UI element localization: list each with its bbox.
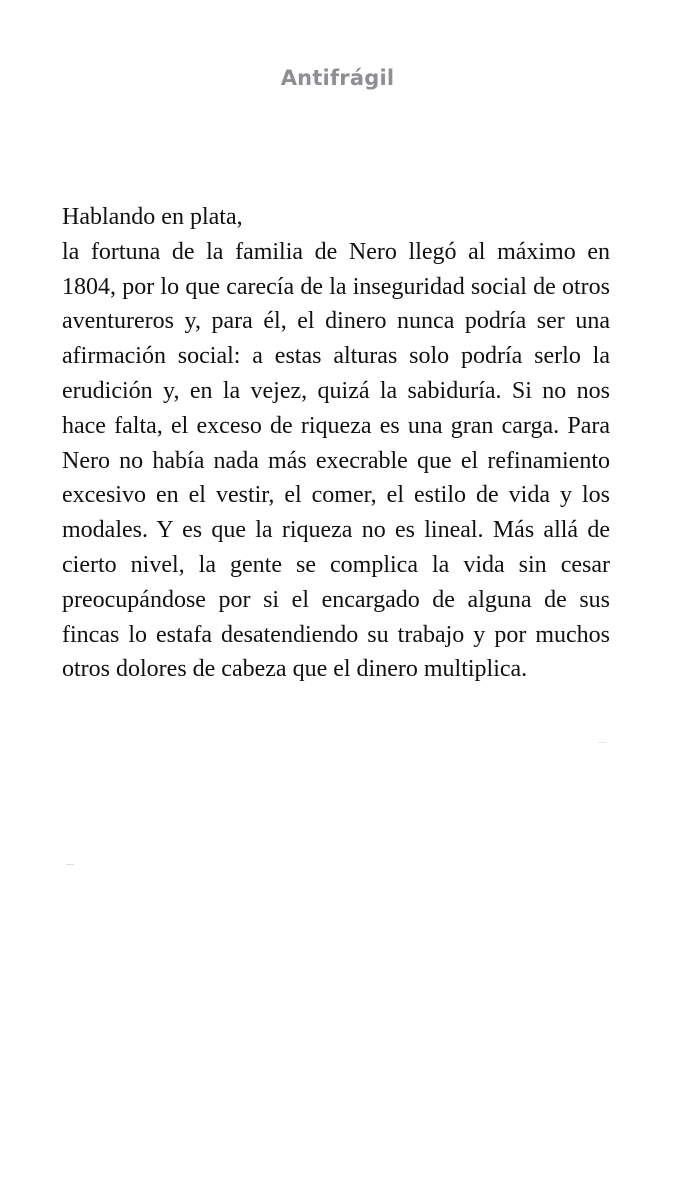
page-text[interactable] (62, 200, 610, 687)
page-text-first-line: Hablando en plata, (62, 204, 243, 230)
page-speck (598, 742, 606, 743)
book-title: Antifrágil (280, 66, 395, 90)
page-speck (66, 864, 74, 865)
page-text-body: la fortuna de la familia de Nero llegó al máximo en 1804, por lo que carecía de la inseguridad social de otros aventureros y, para él, el dinero nunca podría ser una afirmación social: a estas alturas solo podría serlo la erudición y, en la vejez, quizá la sabiduría. Si no nos hace falta, el exceso de riqueza es una gran carga. Para Nero no había nada más execrable que el refinamiento excesivo en el vestir, el comer, el estilo de vida y los modales. Y es que la riqueza no es lineal. Más allá de cierto nivel, la gente se complica la vida sin cesar preocupándose por si el encargado de alguna de sus fincas lo estafa desatendiendo su trabajo y por muchos otros dolores de cabeza que el dinero multiplica. (62, 238, 610, 683)
